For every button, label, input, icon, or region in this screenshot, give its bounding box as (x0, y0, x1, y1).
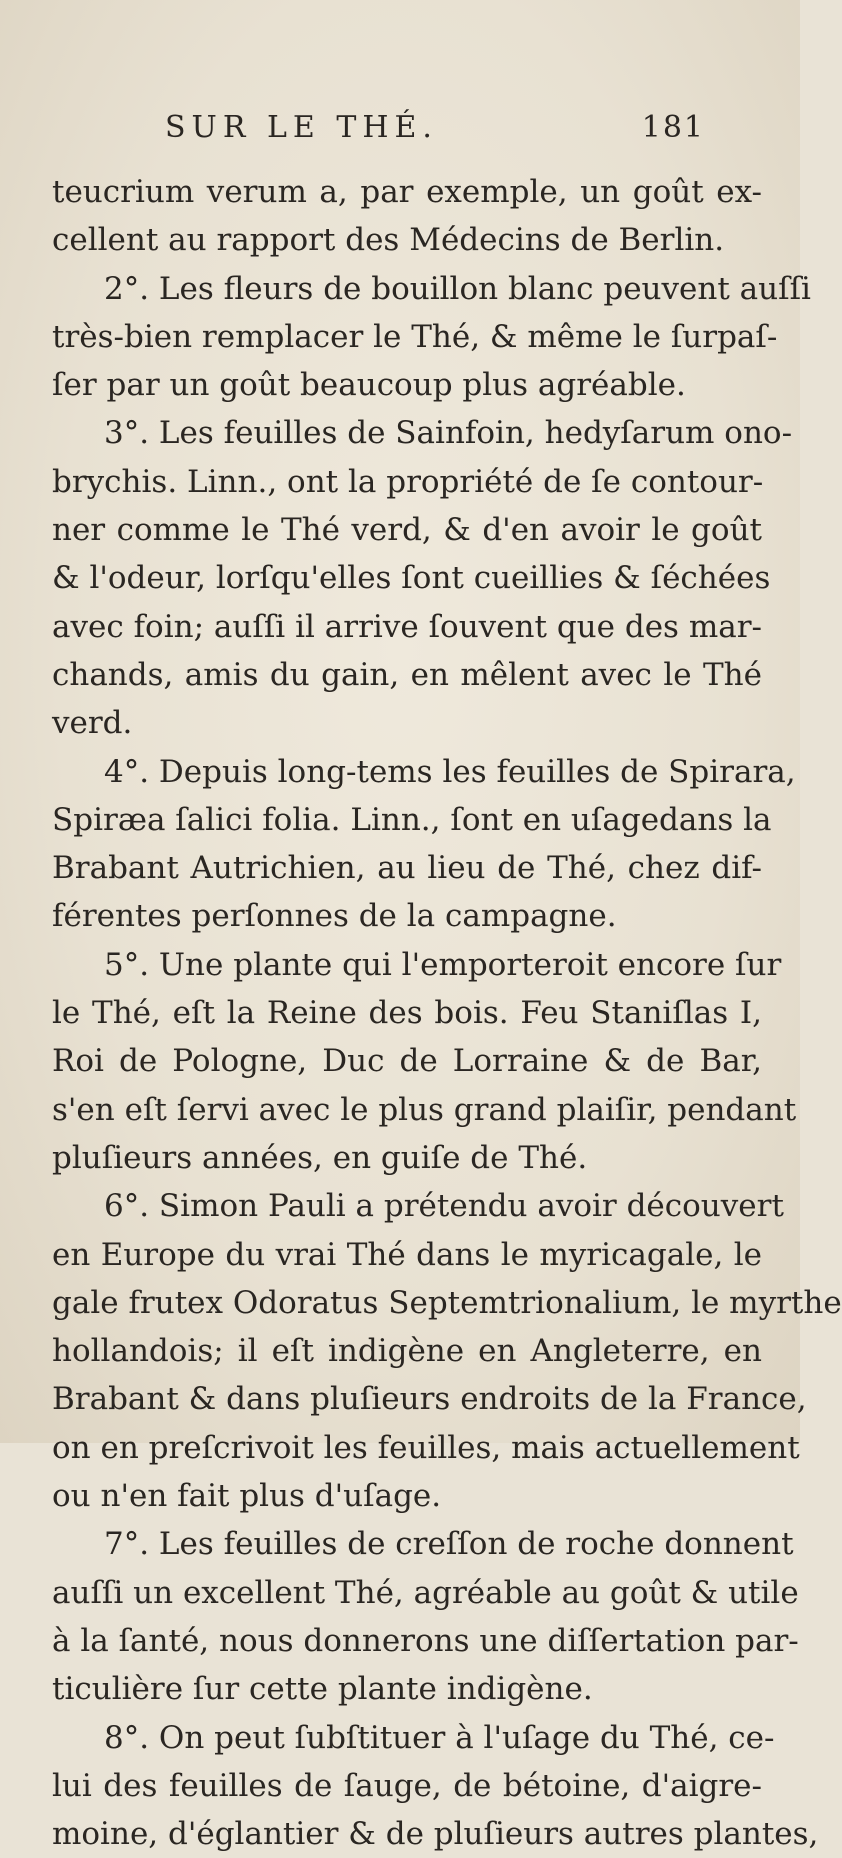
page-header (165, 110, 705, 160)
text-line: Spiræa ſalici folia. Linn., ſont en uſagedans la (52, 801, 772, 838)
text-line: chands, amis du gain, en mêlent avec le Thé (52, 656, 762, 693)
text-line: moine, d'églantier & de pluſieurs autres plantes, (52, 1816, 819, 1853)
text-line: gale frutex Odoratus Septemtrionalium, le myrthe (52, 1284, 842, 1321)
text-line: 8°. On peut ſubſtituer à l'uſage du Thé, ce- (104, 1719, 775, 1756)
page-number: 181 (641, 110, 705, 145)
text-line: teucrium verum a, par exemple, un goût ex- (52, 174, 762, 210)
text-line: cellent au rapport des Médecins de Berlin. (52, 222, 725, 259)
text-line: lui des feuilles de ſauge, de bétoine, d'aigre- (52, 1767, 762, 1804)
text-line: très-bien remplacer le Thé, & même le ſurpaſ- (52, 318, 778, 355)
text-line: 7°. Les feuilles de creſſon de roche donnent (104, 1526, 794, 1563)
text-line: on en preſcrivoit les feuilles, mais actuellement (52, 1429, 800, 1466)
text-line: hollandois; il eſt indigène en Angleterre, en (52, 1333, 762, 1370)
text-line: & l'odeur, lorſqu'elles ſont cueillies & ſéchées (52, 560, 771, 597)
text-line: 4°. Depuis long-tems les feuilles de Spirara, (104, 753, 796, 790)
text-line: ſer par un goût beaucoup plus agréable. (52, 367, 686, 404)
text-line: 2°. Les fleurs de bouillon blanc peuvent auſſi (104, 270, 811, 307)
text-line: Roi de Pologne, Duc de Lorraine & de Bar, (52, 1043, 762, 1080)
text-line: auſſi un excellent Thé, agréable au goût & utile (52, 1574, 799, 1611)
text-line: Brabant Autrichien, au lieu de Thé, chez dif- (52, 850, 762, 887)
text-line: le Thé, eſt la Reine des bois. Feu Staniſlas I, (52, 995, 762, 1032)
text-line: en Europe du vrai Thé dans le myricagale, le (52, 1236, 762, 1273)
text-line: 5°. Une plante qui l'emporteroit encore ſur (104, 946, 782, 983)
text-line: s'en eſt ſervi avec le plus grand plaiſir, pendant (52, 1091, 797, 1128)
text-line: ticulière ſur cette plante indigène. (52, 1671, 593, 1708)
text-line: ou n'en fait plus d'uſage. (52, 1478, 442, 1515)
text-line: 6°. Simon Pauli a prétendu avoir découvert (104, 1188, 784, 1225)
text-line: verd. (52, 705, 133, 742)
running-title: SUR LE THÉ. (165, 110, 438, 145)
text-line: férentes perſonnes de la campagne. (52, 898, 617, 935)
text-line: 3°. Les feuilles de Sainfoin, hedyſarum ono- (104, 415, 793, 452)
text-line: brychis. Linn., ont la propriété de ſe contour- (52, 463, 764, 500)
text-line: à la ſanté, nous donnerons une diſſertation par- (52, 1622, 799, 1659)
text-line: avec foin; auſſi il arrive ſouvent que des mar- (52, 608, 762, 645)
body-text (52, 168, 842, 1853)
text-line: pluſieurs années, en guiſe de Thé. (52, 1139, 588, 1176)
text-line: Brabant & dans pluſieurs endroits de la France, (52, 1381, 807, 1418)
text-line: ner comme le Thé verd, & d'en avoir le goût (52, 512, 762, 549)
